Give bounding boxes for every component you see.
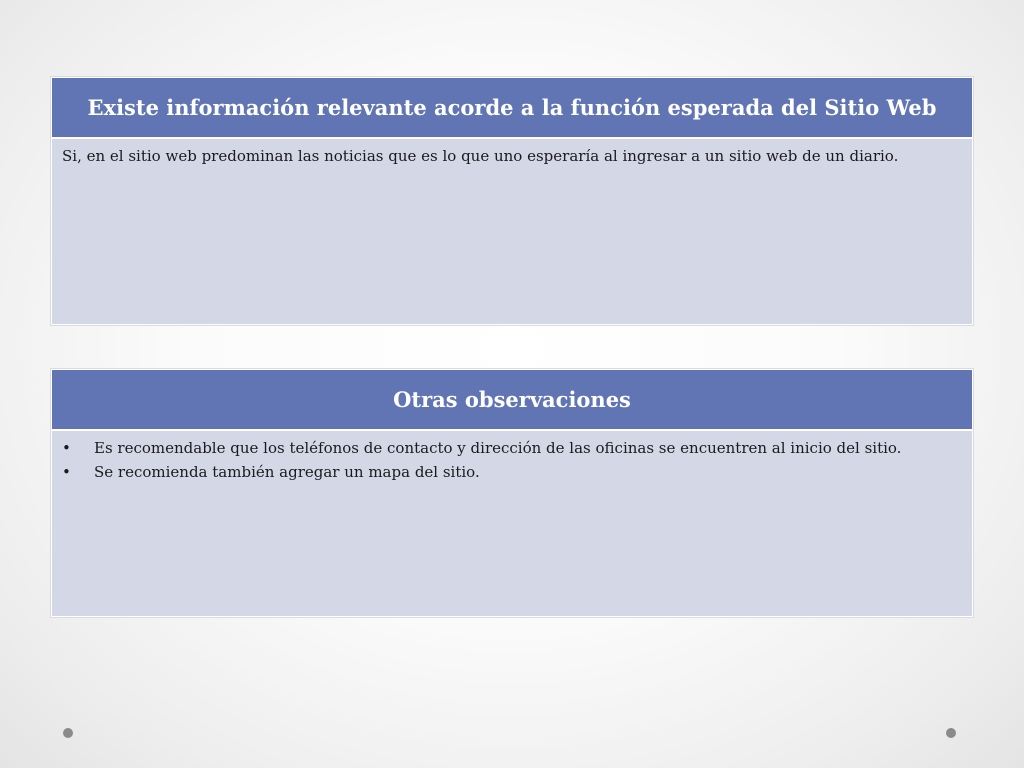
observation-item [62, 436, 962, 460]
bullet-icon: • [62, 463, 71, 481]
observations-table [51, 369, 973, 617]
relevance-answer-text: Si, en el sitio web predominan las noticias que es lo que uno esperaría al ingresar a un sitio web de un diario. [62, 147, 899, 165]
relevance-table-body [52, 139, 972, 324]
observations-table-header: Otras observaciones [52, 370, 972, 431]
observation-text: Es recomendable que los teléfonos de contacto y dirección de las oficinas se encuentren al inicio del sitio. [94, 439, 902, 457]
observation-text: Se recomienda también agregar un mapa del sitio. [94, 463, 480, 481]
decorative-dot-left-icon [63, 728, 73, 738]
relevance-table [51, 77, 973, 325]
observation-item [62, 460, 962, 484]
bullet-icon: • [62, 439, 71, 457]
observations-list [62, 436, 962, 484]
decorative-dot-right-icon [946, 728, 956, 738]
relevance-table-header: Existe información relevante acorde a la función esperada del Sitio Web [52, 78, 972, 139]
observations-table-body [52, 431, 972, 616]
